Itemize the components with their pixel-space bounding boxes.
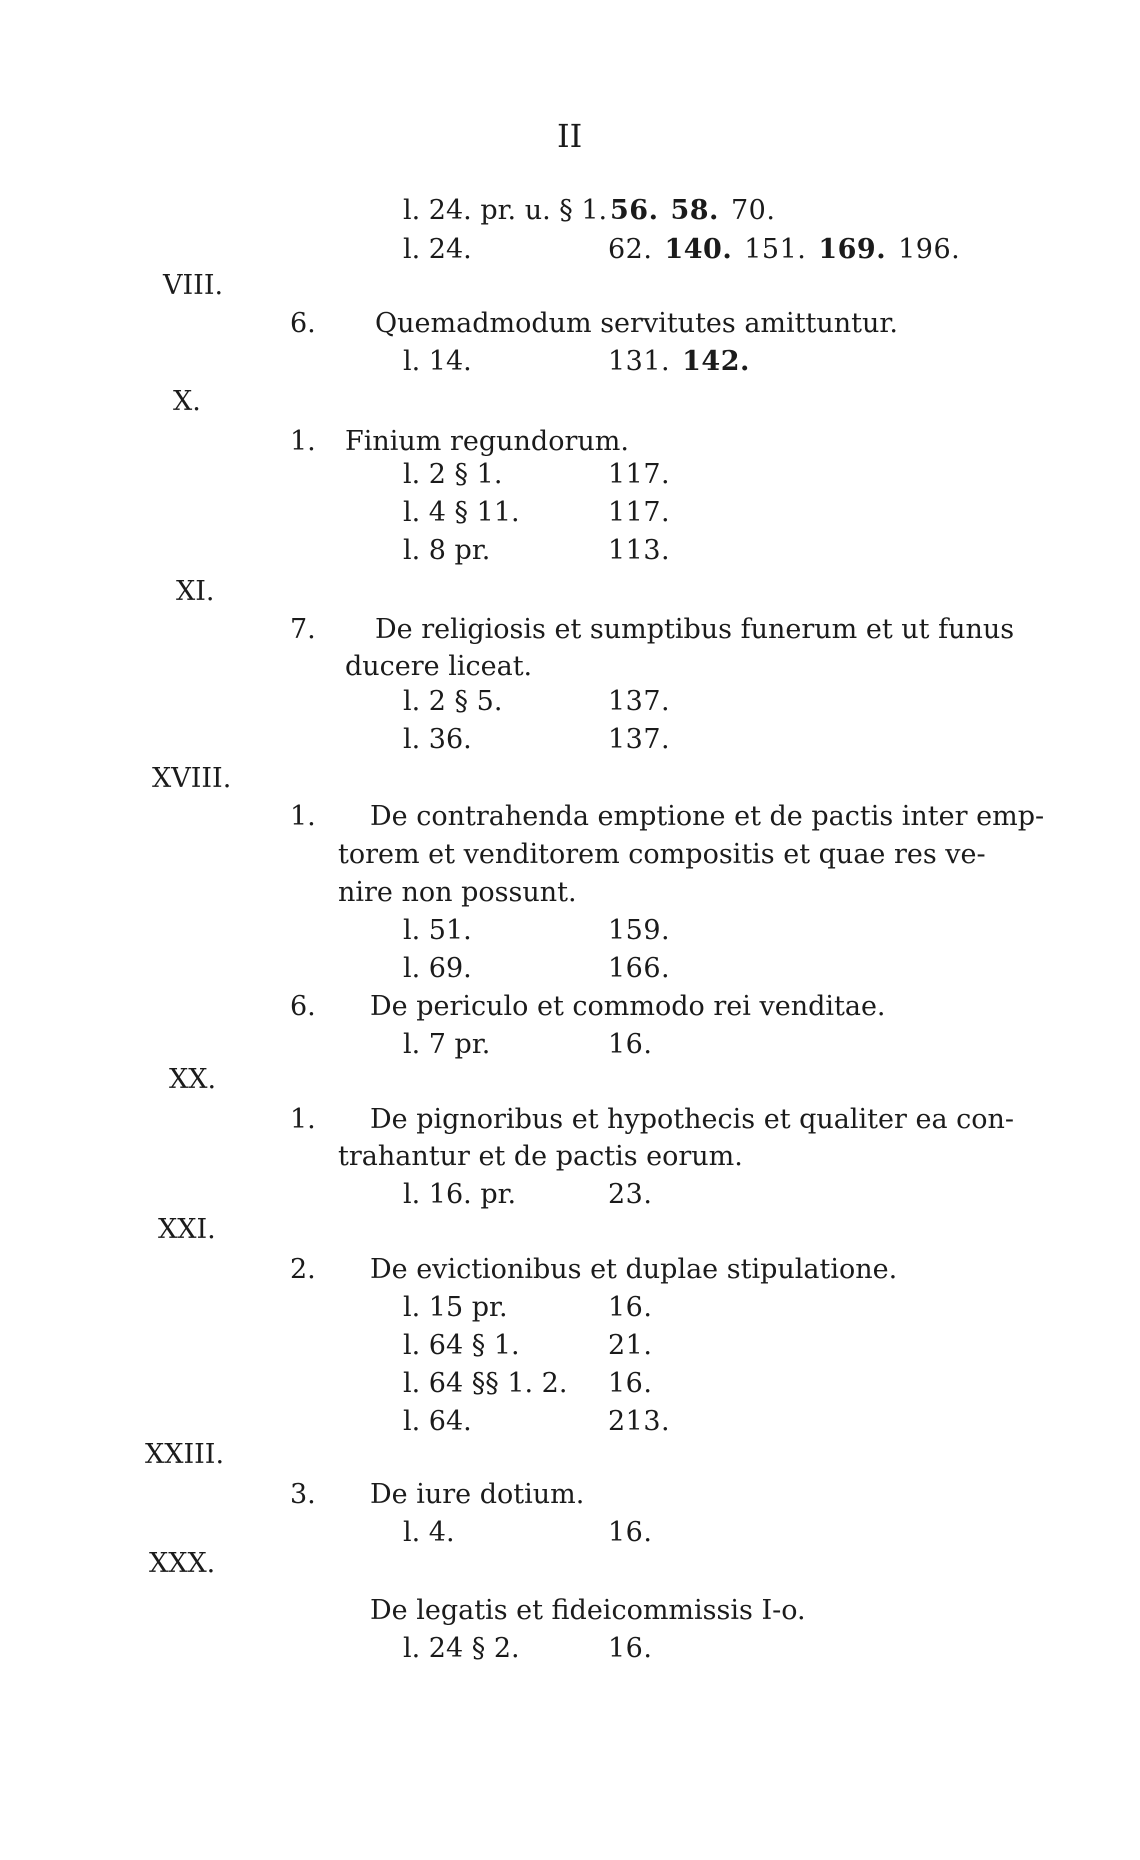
- title-text-line: nire non possunt.: [338, 877, 577, 908]
- page-ref: 70.: [730, 195, 776, 226]
- page-ref: 169.: [818, 234, 887, 265]
- page-ref: 196.: [898, 234, 961, 265]
- page-ref: 142.: [682, 346, 750, 377]
- page-ref: 113.: [608, 535, 671, 566]
- ref-law: l. 64.: [403, 1406, 472, 1437]
- page-ref: 16.: [608, 1368, 653, 1399]
- ref-law: l. 2 § 5.: [403, 686, 503, 717]
- page-ref: 140.: [664, 234, 733, 265]
- ref-law: l. 36.: [403, 724, 472, 755]
- title-number: 6.: [290, 308, 316, 339]
- page-number: II: [557, 117, 583, 155]
- title-text-line: De periculo et commodo rei venditae.: [370, 991, 886, 1022]
- ref-law: l. 14.: [403, 346, 472, 377]
- title-number: 3.: [290, 1479, 316, 1510]
- page-ref: 58.: [670, 195, 719, 226]
- title-text-line: De contrahenda emptione et de pactis inter emp-: [370, 801, 1045, 832]
- ref-law: l. 64 § 1.: [403, 1330, 520, 1361]
- book-numeral: XVIII.: [152, 763, 232, 794]
- title-number: 1.: [290, 801, 316, 832]
- page-ref: 117.: [608, 459, 671, 490]
- book-numeral: XXX.: [149, 1548, 216, 1579]
- title-text-line: De iure dotium.: [370, 1479, 585, 1510]
- book-numeral: XXIII.: [145, 1439, 225, 1470]
- ref-law: l. 69.: [403, 953, 472, 984]
- ref-law: l. 8 pr.: [403, 535, 491, 566]
- page-ref: 23.: [608, 1179, 653, 1210]
- ref-law: l. 15 pr.: [403, 1292, 508, 1323]
- page-ref: 166.: [608, 953, 671, 984]
- title-text-line: ducere liceat.: [345, 651, 533, 682]
- title-text-line: De religiosis et sumptibus funerum et ut funus: [375, 614, 1015, 645]
- title-number: 6.: [290, 991, 316, 1022]
- page-ref: 137.: [608, 686, 671, 717]
- page-ref: 62.: [608, 234, 653, 265]
- book-numeral: VIII.: [163, 270, 224, 301]
- page-ref: 131.: [608, 346, 671, 377]
- page-ref: 137.: [608, 724, 671, 755]
- ref-law: l. 51.: [403, 915, 472, 946]
- title-text-line: trahantur et de pactis eorum.: [338, 1141, 743, 1172]
- ref-law: l. 7 pr.: [403, 1029, 491, 1060]
- page-ref: 151.: [744, 234, 807, 265]
- ref-law: l. 24. pr. u. § 1.: [403, 195, 608, 226]
- page-ref: 117.: [608, 497, 671, 528]
- title-text-line: De evictionibus et duplae stipulatione.: [370, 1254, 898, 1285]
- title-number: 7.: [290, 614, 316, 645]
- book-numeral: XXI.: [158, 1214, 216, 1245]
- book-numeral: XI.: [176, 576, 215, 607]
- ref-law: l. 64 §§ 1. 2.: [403, 1368, 568, 1399]
- title-number: 2.: [290, 1254, 316, 1285]
- ref-law: l. 16. pr.: [403, 1179, 517, 1210]
- page-ref: 16.: [608, 1517, 653, 1548]
- page-ref: 16.: [608, 1292, 653, 1323]
- page-ref: 16.: [608, 1633, 653, 1664]
- title-text-line: torem et venditorem compositis et quae res ve-: [338, 839, 986, 870]
- book-numeral: XX.: [169, 1064, 217, 1095]
- title-number: 1.: [290, 1104, 316, 1135]
- title-text-line: De legatis et fideicommissis I-o.: [370, 1595, 806, 1626]
- title-text-line: Finium regundorum.: [345, 426, 629, 457]
- ref-law: l. 24 § 2.: [403, 1633, 520, 1664]
- ref-law: l. 2 § 1.: [403, 459, 503, 490]
- page-ref: 213.: [608, 1406, 671, 1437]
- ref-law: l. 24.: [403, 234, 472, 265]
- title-text-line: Quemadmodum servitutes amittuntur.: [375, 308, 898, 339]
- book-numeral: X.: [173, 386, 201, 417]
- title-text-line: De pignoribus et hypothecis et qualiter ea con-: [370, 1104, 1015, 1135]
- page-ref: 159.: [608, 915, 671, 946]
- page-ref: 16.: [608, 1029, 653, 1060]
- page-ref: 21.: [608, 1330, 653, 1361]
- ref-law: l. 4 § 11.: [403, 497, 520, 528]
- ref-law: l. 4.: [403, 1517, 455, 1548]
- page-ref: 56.: [610, 195, 659, 226]
- title-number: 1.: [290, 426, 316, 457]
